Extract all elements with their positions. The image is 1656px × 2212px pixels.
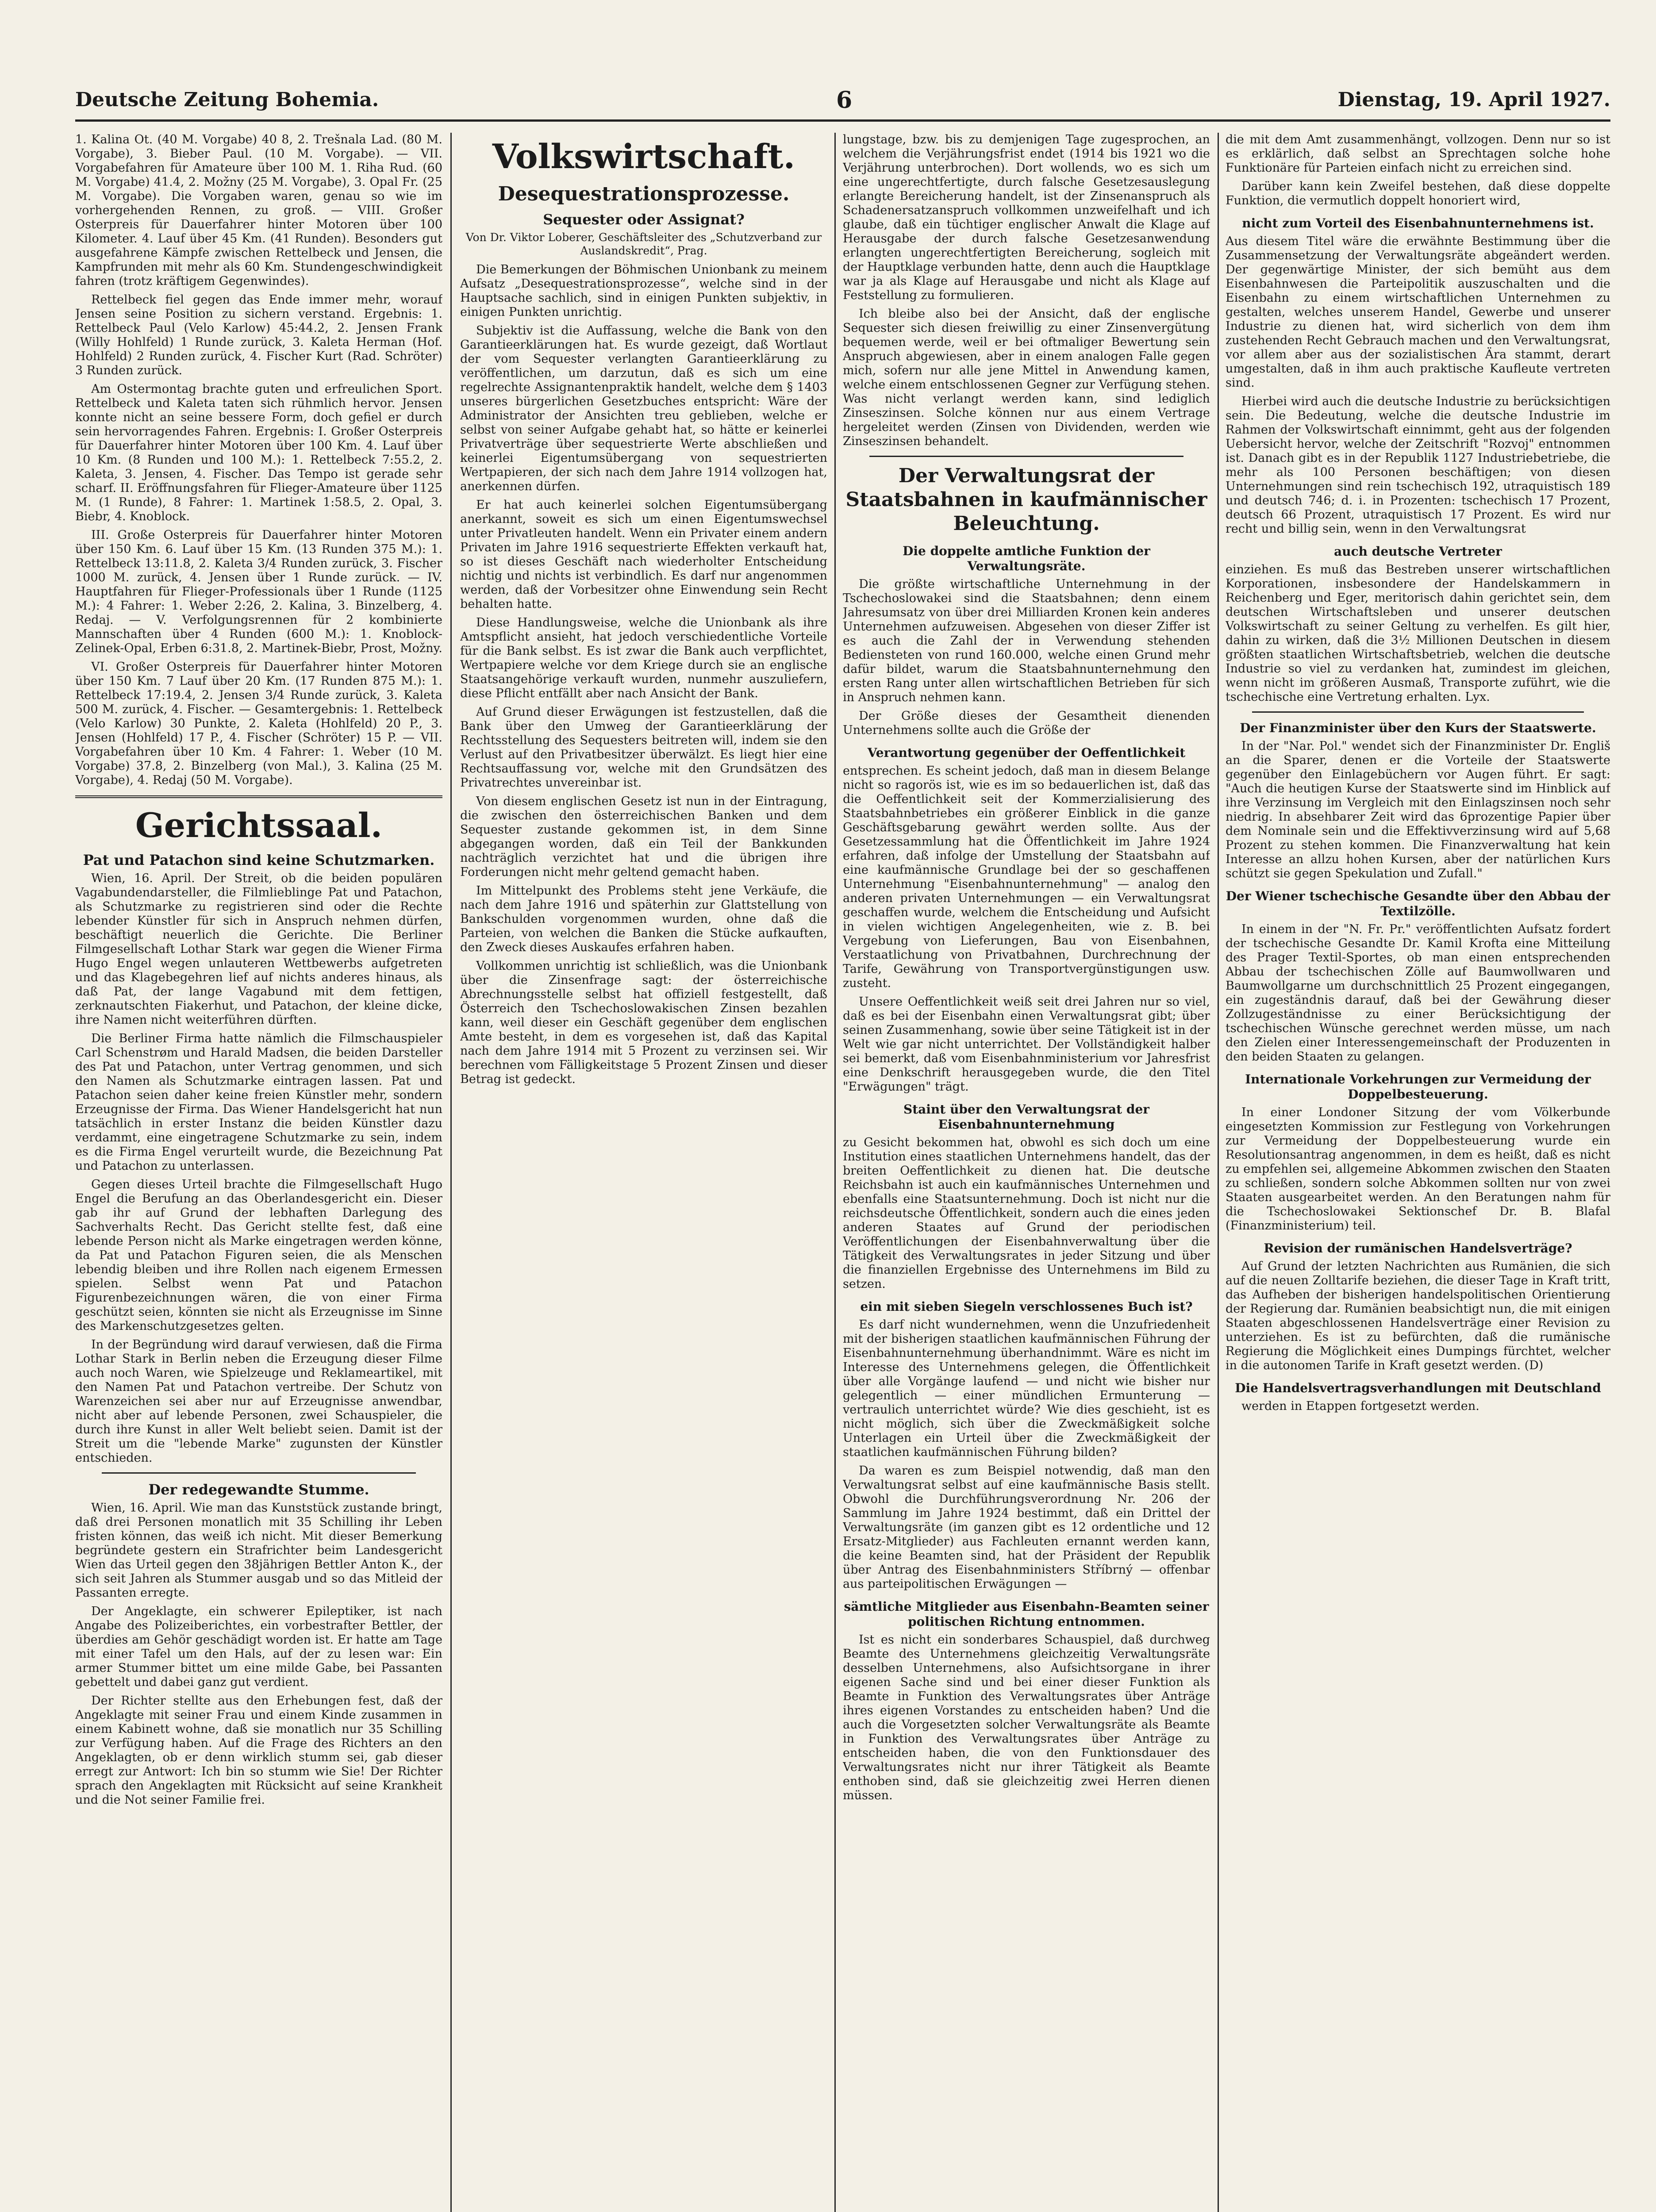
news-title: Die Handelsvertragsverhandlungen mit Deutschland xyxy=(1235,1381,1601,1395)
article-paragraph: Wien, 16. April. Der Streit, ob die beiden populären Vagabundendarsteller, die Filmlieblinge Pat und Patachon, als Schutzmarke zu registrieren sind oder die Rechte lebender Künstler für sich in Anspruch nehmen dürfen, beschäftigt neuerlich die Gerichte. Die Berliner Filmgesellschaft Lothar Stark war gegen die Wiener Firma Hugo Engel wegen unlauteren Wettbewerbs aufgetreten und das Klagebegehren lief auf nichts anderes hinaus, als daß Pat, der lange Vagabund mit dem fettigen, zerknautschten Fiakerhut, und Patachon, der kleine dicke, ihre Namen nicht weiterführen dürften. xyxy=(75,872,442,1027)
sport-paragraph: III. Große Osterpreis für Dauerfahrer hinter Motoren über 150 Km. 6. Lauf über 15 Km. (13 Runden 375 M.): 1. Rettelbeck 13:11.8, 2. Kaleta 3/4 Runden zurück, 3. Fischer 1000 M. zurück, 4. Jensen über 1 Runde zurück. — IV. Hauptfahren für Flieger-Professionals über 1 Runde (1125 M.): 4 Fahrer: 1. Weber 2:26, 2. Kalina, 3. Binzelberg, 4. Redaj. — V. Verfolgungsrennen für 2 kombinierte Mannschaften über 4 Runden (600 M.): 1. Knoblock-Zelinek-Opal, Erben 6:31.8, 2. Martinek-Biebr, Prost, Možny. xyxy=(75,528,442,655)
article-paragraph: Unsere Oeffentlichkeit weiß seit drei Jahren nur so viel, daß es bei der Eisenbahn einen Verwaltungsrat gibt; über seinen Zusammenhang, sowie über seine Tätigkeit ist in der Welt wie gar nicht unterrichtet. Der Vollständigkeit halber sei bemerkt, daß vom Eisenbahnministerium vor Jahresfrist eine Denkschrift herausgegeben wurde, die den Titel "Erwägungen" trägt. xyxy=(843,995,1210,1094)
subheading: ein mit sieben Siegeln verschlossenes Buch ist? xyxy=(860,1299,1193,1314)
article-paragraph: Vollkommen unrichtig ist schließlich, was die Unionbank über die Zinsenfrage sagt: der österreichische Abrechnungsstelle selbst hat offiziell festgestellt, daß Österreich den Tschechoslowakischen Zinsen bezahlen kann, weil dieser ein Geschäft gegenüber dem englischen Amte besteht, in dem es vorgesehen ist, daß das Kapital nach dem Jahre 1914 mit 5 Prozent zu verzinsen sei. Wir berechnen vom Fälligkeitstage 5 Prozent Zinsen und dieser Betrag ist gedeckt. xyxy=(460,959,827,1086)
article-paragraph: Er hat auch keinerlei solchen Eigentumsübergang anerkannt, soweit es sich um einen Eigentumswechsel unter Privatleuten handelt. Wenn ein Privater einem andern Privaten im Jahre 1916 sequestrierte Effekten verkauft hat, so ist dieses Geschäft nach wiederholter Entscheidung nichtig und nichts ist verbindlich. Es darf nur angenommen werden, daß der Vorbesitzer ohne Einwendung sein Recht behalten hatte. xyxy=(460,498,827,611)
article-paragraph: Die Berliner Firma hatte nämlich die Filmschauspieler Carl Schenstrøm und Harald Madsen, die beiden Darsteller des Pat und Patachon, unter Vertrag genommen, und sich den Namen als Schutzmarke eintragen lassen. Pat und Patachon seien daher keine freien Künstler mehr, sondern Erzeugnisse der Firma. Das Wiener Handelsgericht hat nun tatsächlich in erster Instanz die beiden Künstler dazu verdammt, eine eingetragene Schutzmarke zu sein, indem es die Firma Engel verurteilt wurde, die Bezeichnung Pat und Patachon zu unterlassen. xyxy=(75,1032,442,1173)
news-text: werden in Etappen fortgesetzt werden. xyxy=(1241,1399,1479,1413)
article-paragraph: Subjektiv ist die Auffassung, welche die Bank von den Garantieerklärungen hat. Es wurde gezeigt, daß Wortlaut der vom Sequester verlangten Garantieerklärung zu veröffentlichen, um darzutun, daß es sich um eine regelrechte Assignantenpraktik handelt, welche dem § 1403 unseres bürgerlichen Gesetzbuches entspricht: Wäre der Administrator der Ansichten treu geblieben, welche er selbst von seiner Aufgabe gehabt hat, so hätte er keinerlei Privatverträge über sequestrierte Werte abschließen und keinerlei Eigentumsübergang von sequestrierten Wertpapieren, der sich nach dem Jahre 1914 vollzogen hat, anerkennen dürfen. xyxy=(460,324,827,493)
subheading: auch deutsche Vertreter xyxy=(1334,544,1502,559)
article-paragraph: einziehen. Es muß das Bestreben unserer wirtschaftlichen Korporationen, insbesondere der Handelskammern in Reichenberg und Eger, meritorisch dahin gerichtet sein, dem deutschen Wirtschaftsleben und unserer deutschen Volkswirtschaft zu seiner Geltung zu verhelfen. Es gilt hier, dahin zu wirken, daß die 3½ Millionen Deutschen in diesem größten staatlichen Wirtschaftsbetrieb, welchen die deutsche Industrie so viel zu verdanken hat, zumindest im gleichen, wenn nicht im größeren Ausmaß, Transporte zuführt, wie die tschechische eine Vertretung erhalten. Lyx. xyxy=(1226,563,1610,704)
article-paragraph: Es darf nicht wundernehmen, wenn die Unzufriedenheit mit der bisherigen staatlichen kaufmännischen Führung der Eisenbahnunternehmung überhandnimmt. Wäre es nicht im Interesse des Unternehmens gelegen, die Öffentlichkeit über alle Vorgänge laufend — und nicht wie bisher nur gelegentlich — einer mündlichen Ermunterung — vertraulich unterrichtet würde? Wie dies geschieht, ist es nicht möglich, sich über die Zweckmäßigkeit solche Unterlagen ein Urteil über die Zweckmäßigkeit der staatlichen kaufmännischen Führung bilden? xyxy=(843,1318,1210,1459)
article-paragraph: Der Richter stellte aus den Erhebungen fest, daß der Angeklagte mit seiner Frau und einem Kinde zusammen in einem Kabinett wohne, daß sie monatlich nur 35 Schilling zur Verfügung haben. Auf die Frage des Richters an den Angeklagten, ob er denn wirklich stumm sei, gab dieser erregt zur Antwort: Ich bin so stumm wie Sie! Der Richter sprach den Angeklagten mit Rücksicht auf seine Krankheit und die Not seiner Familie frei. xyxy=(75,1694,442,1807)
subheading: nicht zum Vorteil des Eisenbahnunternehmens ist. xyxy=(1242,216,1594,230)
news-text: In einer Londoner Sitzung der vom Völkerbunde eingesetzten Kommission zur Festlegung von Vorkehrungen zur Vermeidung der Doppelbesteuerung wurde ein Resolutionsantrag angenommen, in dem es heißt, daß es nicht zu empfehlen sei, allgemeine Abkommen zwischen den Staaten zu schließen, sondern solche Abkommen sollten nur von zwei Staaten ausgearbeitet werden. An den Beratungen nahm für die Tschechoslowakei Sektionschef Dr. B. Blafal (Finanzministerium) teil. xyxy=(1226,1106,1610,1233)
article-paragraph: Ich bleibe also bei der Ansicht, daß der englische Sequester sich diesen freiwillig zu einer Zinsenvergütung bequemen werde, weil er bei oftmaliger Bewertung sein Anspruch abgewiesen, aber in einem analogen Falle gegen mich, sofern nur alle jene Mittel in Anwendung kamen, welche einem entschlossenen Gegner zur Verfügung stehen. Was nicht verlangt werden kann, sind lediglich Zinseszinsen. Solche können nur aus einem Vertrage hergeleitet werden (Zinsen von Dividenden, werden wie Zinseszinsen behandelt. xyxy=(843,307,1210,448)
article-paragraph: Darüber kann kein Zweifel bestehen, daß diese doppelte Funktion, die vermutlich doppelt honoriert wird, xyxy=(1226,180,1610,207)
column-3 xyxy=(843,133,1210,2212)
article-title: Desequestrationsprozesse. xyxy=(498,183,790,205)
column-rule xyxy=(1218,133,1219,2212)
article-paragraph: Von diesem englischen Gesetz ist nun in der Eintragung, die zwischen den österreichischen Banken und dem Sequester zustande gekommen ist, in dem Sinne abgegangen worden, daß ein Teil der Bankkunden nachträglich verzichtet hat und die übrigen ihre Forderungen nicht mehr geltend gemacht haben. xyxy=(460,795,827,879)
article-paragraph: Der Größe dieses der Gesamtheit dienenden Unternehmens sollte auch die Größe der xyxy=(843,709,1210,737)
sport-paragraph: 1. Kalina Ot. (40 M. Vorgabe) 40 8, 2. Trešnala Lad. (80 M. Vorgabe), 3. Bieber Paul. (10 M. Vorgabe). — VII. Vorgabefahren für Amateure über 100 M. 1. Riha Rud. (60 M. Vorgabe) 41.4, 2. Možny (25 M. Vorgabe), 3. Opal Fr. (25 M. Vorgabe). Die Vorgaben waren, genau so wie im vorhergehenden Rennen, zu groß. — VIII. Großer Osterpreis für Dauerfahrer hinter Motoren über 100 Kilometer. 4. Lauf über 45 Km. (41 Runden). Besonders gut ausgefahrene Kämpfe zwischen Rettelbeck und Jensen, die Kampfrunden mit mehr als 60 Km. Stundengeschwindigkeit fahren (trotz kräftigem Gegenwindes). xyxy=(75,133,442,288)
article-title: Der Verwaltungsrat der Staatsbahnen in kaufmännischer Beleuchtung. xyxy=(845,465,1207,535)
article-paragraph: Die Bemerkungen der Böhmischen Unionbank zu meinem Aufsatz „Desequestrationsprozesse“, welche sind in der Hauptsache sachlich, sind in einigen Punkten subjektiv, in einigen Punkten unrichtig. xyxy=(460,263,827,319)
news-text: In einem in der "N. Fr. Pr." veröffentlichten Aufsatz fordert der tschechische Gesandte Dr. Kamil Krofta eine Mitteilung des Prager Textil-Sportes, ob man einen entsprechenden Abbau der tschechischen Zölle auf Baumwollwaren und Baumwollgarne um durchschnittlich 25 Prozent eingegangen, ein zugeständnis darauf, daß bei der Gewährung dieser Zollzugeständnisse zu einer Berücksichtigung der tschechischen Wünsche gerechnet werden müsse, um nach den Zielen einer Interessengemeinschaft der Produzenten in den beiden Staaten zu gelangen. xyxy=(1226,922,1610,1064)
article-paragraph: Wien, 16. April. Wie man das Kunststück zustande bringt, daß drei Personen monatlich mit 35 Schilling ihr Leben fristen können, das weiß ich nicht. Mit dieser Bemerkung begründete gestern ein Strafrichter beim Landesgericht Wien das Urteil gegen den 38jährigen Bettler Anton K., der sich seit Jahren als Stummer ausgab und so das Mitleid der Passanten erregte. xyxy=(75,1501,442,1600)
article-paragraph: Hierbei wird auch die deutsche Industrie zu berücksichtigen sein. Die Bedeutung, welche die deutsche Industrie im Rahmen der Volkswirtschaft einnimmt, geht aus der folgenden Uebersicht hervor, welche der Zeitschrift "Rozvoj" entnommen ist. Danach gibt es in der Republik 1127 Industriebetriebe, die mehr als 100 Personen beschäftigen; von diesen Unternehmungen sind rein tschechisch 192, utraquistisch 189 und deutsch 746; d. i. in Prozenten: tschechisch 17 Prozent, deutsch 66 Prozent, utraquistisch 17 Prozent. Es wird nur recht und billig sein, wenn in den Verwaltungsrat xyxy=(1226,395,1610,536)
column-rule xyxy=(450,133,452,2212)
page-header xyxy=(75,88,1610,122)
article-paragraph: Im Mittelpunkt des Problems steht jene Verkäufe, die nach dem Jahre 1916 und späterhin zur Glattstellung von Bankschulden vorgenommen wurden, ohne daß die Parteien, von welchen die Banken die Stücke aufkauften, den Zweck dieses Auskaufes erfahren haben. xyxy=(460,884,827,954)
article-divider xyxy=(869,456,1183,457)
article-paragraph: Auf Grund dieser Erwägungen ist festzustellen, daß die Bank über den Umweg der Garantieerklärung der Rechtsstellung des Sequesters beitreten will, indem sie den Verlust auf den Privatbesitzer überwälzt. Es liegt hier eine Rechtsauffassung vor, welche mit den Grundsätzen des Privatrechtes unvereinbar ist. xyxy=(460,705,827,790)
article-paragraph: Die größte wirtschaftliche Unternehmung in der Tschechoslowakei sind die Staatsbahnen; denn einem Jahresumsatz von über drei Milliarden Kronen kein anderes Unternehmen aufzuweisen. Abgesehen von dieser Ziffer ist es auch die Zahl der in Verwendung stehenden Bediensteten von rund 160.000, welche einen Grund mehr dafür bildet, warum die Staatsbahnunternehmung den ersten Rang unter allen wirtschaftlichen Betrieben für sich in Anspruch nehmen kann. xyxy=(843,577,1210,704)
sport-paragraph: VI. Großer Osterpreis für Dauerfahrer hinter Motoren über 150 Km. 7 Lauf über 20 Km. (17 Runden 875 M.): 1. Rettelbeck 17:19.4, 2. Jensen 3/4 Runde zurück, 3. Kaleta 500 M. zurück, 4. Fischer. — Gesamtergebnis: 1. Rettelbeck (Velo Karlow) 30 Punkte, 2. Kaleta (Hohlfeld) 20 P., 3. Jensen (Hohlfeld) 17 P., 4. Fischer (Schröter) 15 P. — VII. Vorgabefahren über 10 Km. 4 Fahrer: 1. Weber (10 M. Vorgabe) 37.8, 2. Binzelberg (von Mal.), 3. Kalina (25 M. Vorgabe), 4. Redaj (50 M. Vorgabe). xyxy=(75,660,442,787)
column-1 xyxy=(75,133,442,2212)
article-subtitle: Die doppelte amtliche Funktion der Verwaltungsräte. xyxy=(903,544,1150,573)
news-title: Der Finanzminister über den Kurs der Staatswerte. xyxy=(1240,721,1596,735)
sport-paragraph: Am Ostermontag brachte guten und erfreulichen Sport. Rettelbeck und Kaleta taten sich rühmlich hervor. Jensen konnte nicht an seine bessere Form, doch gefiel er durch sein hervorragendes Fahren. Ergebnis: I. Großer Osterpreis für Dauerfahrer hinter Motoren über 100 Km. 4. Lauf über 10 Km. (8 Runden und 100 M.): 1. Rettelbeck 7:55.2, 2. Kaleta, 3. Jensen, 4. Fischer. Das Tempo ist gerade sehr scharf. II. Eröffnungsfahren für Flieger-Amateure über 1125 M. (1 Runde), 8 Fahrer: 1. Martinek 1:58.5, 2. Opal, 3. Biebr, 4. Knoblock. xyxy=(75,382,442,523)
sport-paragraph: Rettelbeck fiel gegen das Ende immer mehr, worauf Jensen seine Position zu sichern verstand. Ergebnis: 1. Rettelbeck Paul (Velo Karlow) 45:44.2, 2. Jensen Frank (Willy Hohlfeld) 1 Runde zurück, 3. Kaleta Herman (Hof. Hohlfeld) 2 Runden zurück, 4. Fischer Kurt (Rad. Schröter) 3 Runden zurück. xyxy=(75,293,442,377)
article-divider xyxy=(102,1472,416,1474)
newspaper-name: Deutsche Zeitung Bohemia. xyxy=(75,88,379,111)
news-title: Internationale Vorkehrungen zur Vermeidung der Doppelbesteuerung. xyxy=(1245,1072,1591,1102)
article-subtitle: Sequester oder Assignat? xyxy=(543,211,745,228)
subheading: sämtliche Mitglieder aus Eisenbahn-Beamten seiner politischen Richtung entnommen. xyxy=(844,1599,1209,1629)
article-title: Der redegewandte Stumme. xyxy=(148,1481,369,1498)
article-paragraph: Gegen dieses Urteil brachte die Filmgesellschaft Hugo Engel die Berufung an das Oberlandesgericht ein. Dieser gab ihr auf Grund der lebhaften Darlegung des Sachverhalts Recht. Das Gericht stellte fest, daß eine lebende Person nicht als Marke eingetragen werden könne, da Pat und Patachon Figuren seien, die als Menschen lebendig bleiben und ihre Rollen nach eigenem Ermessen spielen. Selbst wenn Pat und Patachon Figurenbezeichnungen wären, die von einer Firma geschützt seien, könnten sie nicht als Erzeugnisse im Sinne des Markenschutzgesetzes gelten. xyxy=(75,1178,442,1333)
article-paragraph: In der Begründung wird darauf verwiesen, daß die Firma Lothar Stark in Berlin neben die Erzeugung dieser Filme auch noch Waren, wie Spielzeuge und Reklameartikel, mit den Namen Pat und Patachon vertreibe. Der Schutz von Warenzeichen sei aber nur auf Erzeugnisse anwendbar, nicht aber auf lebende Personen, zwei Schauspieler, die durch ihre Kunst in aller Welt beliebt seien. Damit ist der Streit um die "lebende Marke" zugunsten der Künstler entschieden. xyxy=(75,1338,442,1465)
column-rule xyxy=(834,133,836,2212)
news-title: Revision der rumänischen Handelsverträge? xyxy=(1264,1241,1572,1256)
page-number: 6 xyxy=(836,87,853,114)
article-paragraph: die mit dem Amt zusammenhängt, vollzogen. Denn nur so ist es erklärlich, daß selbst an Sprechtagen solche hohe Funktionäre für Parteien einfach nicht zu erreichen sind. xyxy=(1226,133,1610,175)
issue-date: Dienstag, 19. April 1927. xyxy=(1337,88,1610,111)
article-paragraph: Da waren es zum Beispiel notwendig, daß man den Verwaltungsrat selbst auf eine kaufmännische Basis stellt. Obwohl die Durchführungsverordnung Nr. 206 der Sammlung im Jahre 1924 bestimmt, daß ein Drittel der Verwaltungsräte (im ganzen gibt es 12 ordentliche und 12 Ersatz-Mitglieder) aus Fachleuten ernannt werden kann, die keine Beamten sind, hat der Präsident der Republik über Antrag des Eisenbahnministers Stříbrný — offenbar aus parteipolitischen Erwägungen — xyxy=(843,1464,1210,1591)
subheading: Staint über den Verwaltungsrat der Eisenbahnunternehmung xyxy=(903,1102,1150,1132)
article-paragraph: lungstage, bzw. bis zu demjenigen Tage zugesprochen, an welchem die Verjährungsfrist endet (1914 bis 1921 wo die Verjährung unterbrochen). Dort wollends, wo es sich um eine ungerechtfertigte, durch falsche Gesetzesauslegung erlangte Bereicherung handelt, ist der Zinsenanspruch als Schadenersatzanspruch vollkommen unzweifelhaft und ich glaube, daß ein tüchtiger englischer Anwalt die Klage auf Herausgabe der durch falsche Gesetzesanwendung erlangten ungerechtfertigten Bereicherung, sogleich mit der Hauptklage verbunden hatte, denn auch die Hauptklage war ja als Klage auf Herausgabe und nicht als Klage auf Feststellung zu formulieren. xyxy=(843,133,1210,302)
article-paragraph: zu Gesicht bekommen hat, obwohl es sich doch um eine Institution eines staatlichen Unternehmens handelt, das der breiten Oeffentlichkeit zu dienen hat. Die deutsche Reichsbahn ist auch ein kaufmännisches Unternehmen und ebenfalls eine Staatsunternehmung. Doch ist nicht nur die reichsdeutsche Öffentlichkeit, sondern auch die eines jeden anderen Staates auf Grund der periodischen Veröffentlichungen der Eisenbahnverwaltung über die Tätigkeit des Verwaltungsrates in jeder Sitzung und über die finanziellen Ergebnisse des Unternehmens im Bild zu setzen. xyxy=(843,1136,1210,1291)
article-title: Pat und Patachon sind keine Schutzmarken. xyxy=(83,852,435,868)
article-divider xyxy=(1252,711,1584,713)
subheading: Verantwortung gegenüber der Oeffentlichkeit xyxy=(867,745,1186,760)
article-paragraph: entsprechen. Es scheint jedoch, daß man in diesem Belange nicht so ragorös ist, wie es im so bedauerlichen ist, daß das die Oeffentlichkeit seit der Kommerzialisierung des Staatsbahnbetriebes ein größerer Einblick in die ganze Geschäftsgebarung gewährt werden sollte. Aus der Gesetzessammlung hat die Öffentlichkeit im Jahre 1924 erfahren, daß infolge der Umstellung der Staatsbahn auf eine kaufmännische Grundlage bei der so geschaffenen Unternehmung "Eisenbahnunternehmung" — analog den anderen privaten Unternehmungen — ein Verwaltungsrat geschaffen wurde, welchem die Entscheidung und Aufsicht in vielen wichtigen Angelegenheiten, wie z. B. bei Vergebung von Lieferungen, Bau von Eisenbahnen, Verstaatlichung von Privatbahnen, Durchrechnung der Tarife, Gewährung von Transportvergünstigungen usw. zusteht. xyxy=(843,764,1210,990)
section-title-volkswirtschaft: Volkswirtschaft. xyxy=(492,137,795,176)
article-paragraph: Aus diesem Titel wäre die erwähnte Bestimmung über die Zusammensetzung der Verwaltungsräte abgeändert werden. Der gegenwärtige Minister, der sich bemüht aus dem Eisenbahnwesen die Parteipolitik auszuschalten und die Eisenbahn zu einem wirtschaftlichen Unternehmen zu gestalten, welches unserem Handel, Gewerbe und unserer Industrie zu dienen hat, wird sicherlich von dem ihm zustehenden Recht Gebrauch machen und den Verwaltungsrat, vor allem aber aus der sozialistischen Ära stammt, derart umgestalten, daß in ihm auch praktische Kaufleute vertreten sind. xyxy=(1226,234,1610,390)
article-paragraph: Ist es nicht ein sonderbares Schauspiel, daß durchweg Beamte des Unternehmens gleichzeitig Verwaltungsräte desselben Unternehmens, also Aufsichtsorgane in ihrer eigenen Sache sind und bei einer dieser Funktion als Beamte in Funktion des Verwaltungsrates über Anträge ihres eigenen Vorstandes zu entscheiden haben? Und die auch die Vorgesetzten solcher Verwaltungsräte als Beamte in Funktion des Verwaltungsrates über Anträge zu entscheiden haben, die von den Funktionsdauer des Verwaltungsrates nicht nur ihrer Tätigkeit als Beamte enthoben sind, daß sie gleichzeitig zwei Herren dienen müssen. xyxy=(843,1633,1210,1802)
article-paragraph: Diese Handlungsweise, welche die Unionbank als ihre Amtspflicht ansieht, hat jedoch verschiedentliche Vorteile für die Bank selbst. Es ist zwar die Bank auch verpflichtet, Wertpapiere welche vor dem Kriege durch sie an englische Staatsangehörige verkauft wurden, nunmehr auszuliefern, diese Pflicht entfällt aber nach Ansicht der Bank. xyxy=(460,616,827,700)
section-divider xyxy=(75,795,442,798)
column-2 xyxy=(460,133,827,2212)
article-paragraph: Der Angeklagte, ein schwerer Epileptiker, ist nach Angabe des Polizeiberichtes, ein vorbestrafter Bettler, der überdies am Gehör geschädigt worden ist. Er hatte am Tage mit einer Tafel um den Hals, auf der zu lesen war: Ein armer Stummer bittet um eine milde Gabe, bei Passanten gebettelt und dabei ganz gut verdient. xyxy=(75,1605,442,1689)
column-4 xyxy=(1226,133,1610,2212)
news-text: In der "Nar. Pol." wendet sich der Finanzminister Dr. Engliš an die Sparer, denen er die Vorteile der Staatswerte gegenüber den Einlagebüchern vor Augen führt. Er sagt: "Auch die heutigen Kurse der Staatswerte sind im Hinblick auf ihre Verzinsung im Vergleich mit den Einlagszinsen noch sehr niedrig. In absehbarer Zeit wird das 6prozentige Papier über dem Nominale sein und die Effektivverzinsung wird auf 5,68 Prozent zu stehen kommen. Die Finanzverwaltung hat kein Interesse an allzu hohen Kursen, aber der natürlichen Kurs schützt sie gegen Spekulation und Zufall." xyxy=(1226,739,1610,880)
news-title: Der Wiener tschechische Gesandte über den Abbau der Textilzölle. xyxy=(1226,889,1610,918)
news-text: Auf Grund der letzten Nachrichten aus Rumänien, die sich auf die neuen Zolltarife beziehen, die dieser Tage in Kraft tritt, das Aufheben der bisherigen handelspolitischen Orientierung der Regierung dar. Rumänien beabsichtigt nun, die mit einigen Staaten abgeschlossenen Handelsverträge einer Revision zu unterziehen. Es ist zu befürchten, daß die rumänische Regierung die Möglichkeit eines Dumpings fürchtet, welcher in die autonomen Tarife in Kraft gesetzt werden. (D) xyxy=(1226,1260,1610,1372)
section-title-gerichtssaal: Gerichtssaal. xyxy=(135,806,383,845)
article-byline: Von Dr. Viktor Loberer, Geschäftsleiter des „Schutzverband zur Auslandskredit“, Prag. xyxy=(465,231,822,257)
